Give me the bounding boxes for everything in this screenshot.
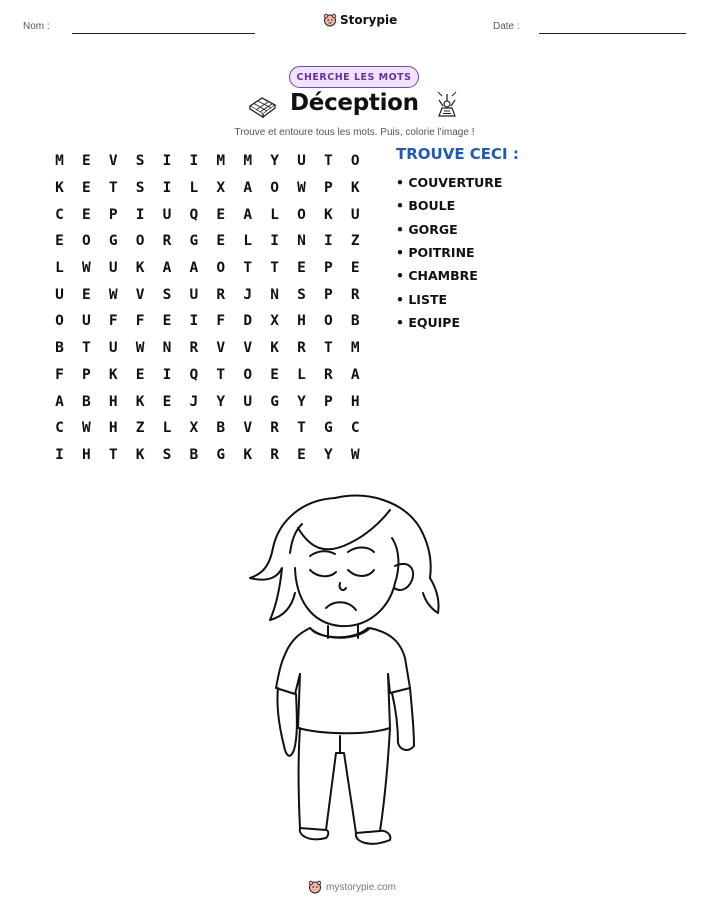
word-list-item: • POITRINE [396,245,475,261]
grid-letter: W [81,260,91,277]
grid-letter: F [108,313,118,330]
activity-badge: CHERCHE LES MOTS [289,66,419,88]
grid-letter: T [108,446,118,463]
grid-letter: S [162,286,172,303]
grid-letter: N [162,340,172,357]
grid-letter: K [323,206,333,223]
grid-letter: T [270,260,279,277]
grid-letter: A [243,206,253,223]
word-list-item: • GORGE [396,221,458,237]
grid-letter: O [81,233,91,250]
grid-letter: C [55,206,64,223]
grid-letter: S [135,153,145,170]
grid-letter: R [216,286,226,303]
grid-letter: C [350,420,360,437]
instructions: Trouve et entoure tous les mots. Puis, colorie l'image ! [234,127,475,138]
grid-letter: Z [350,233,360,250]
grid-letter: R [297,340,306,357]
grid-letter: R [162,233,172,250]
grid-letter: Y [297,393,306,410]
grid-letter: H [81,446,91,463]
grid-letter: U [297,153,306,170]
grid-letter: I [162,366,172,383]
grid-letter: T [81,340,91,357]
grid-letter: E [55,233,64,250]
grid-letter: U [81,313,91,330]
grid-row [46,362,369,389]
word-list-title: TROUVE CECI : [396,145,519,163]
grid-letter: I [270,233,279,250]
grid-letter: W [81,420,91,437]
grid-letter: P [108,206,118,223]
grid-letter: B [81,393,91,410]
grid-letter: A [350,366,360,383]
grid-letter: L [297,366,306,383]
grid-letter: I [162,180,172,197]
grid-letter: Y [270,153,279,170]
footer-url: mystorypie.com [326,881,397,893]
grid-letter: F [135,313,145,330]
grid-letter: B [350,313,360,330]
grid-letter: P [323,260,333,277]
grid-letter: P [323,393,333,410]
grid-letter: E [297,446,306,463]
grid-letter: I [162,153,172,170]
grid-letter: E [270,366,279,383]
grid-letter: R [189,340,199,357]
grid-letter: L [243,233,253,250]
grid-letter: T [108,180,118,197]
grid-letter: E [162,313,172,330]
grid-letter: E [297,260,306,277]
grid-letter: H [297,313,306,330]
grid-letter: K [55,180,64,197]
grid-letter: A [243,180,253,197]
grid-letter: R [270,420,279,437]
grid-letter: V [216,340,226,357]
grid-letter: O [323,313,333,330]
grid-letter: H [108,420,118,437]
grid-letter: I [135,206,145,223]
grid-letter: H [108,393,118,410]
grid-letter: B [189,446,199,463]
grid-letter: V [243,420,253,437]
grid-letter: G [189,233,199,250]
word-search-grid [46,148,369,468]
grid-letter: Z [135,420,145,437]
grid-letter: K [243,446,253,463]
grid-row [46,148,369,175]
grid-letter: E [350,260,360,277]
grid-letter: O [350,153,360,170]
grid-letter: S [162,446,172,463]
grid-letter: C [55,420,64,437]
grid-row [46,308,369,335]
word-list-item: • COUVERTURE [396,175,503,191]
grid-letter: E [81,153,91,170]
grid-letter: G [323,420,333,437]
date-line [539,33,686,34]
grid-letter: W [135,340,145,357]
grid-letter: I [323,233,333,250]
grid-letter: E [81,206,91,223]
grid-letter: F [55,366,64,383]
grid-letter: M [216,153,226,170]
name-label: Nom : [23,21,50,32]
grid-letter: L [55,260,64,277]
grid-letter: U [189,286,199,303]
grid-letter: K [270,340,279,357]
grid-letter: W [350,446,360,463]
grid-letter: U [55,286,64,303]
footer [308,880,396,894]
blanket-icon [246,94,278,118]
grid-letter: I [189,153,199,170]
storypie-mascot-icon [308,880,322,894]
grid-letter: O [55,313,64,330]
grid-letter: S [297,286,306,303]
grid-letter: Y [216,393,226,410]
grid-letter: K [108,366,118,383]
grid-letter: O [135,233,145,250]
grid-letter: B [55,340,64,357]
sad-figure-icon [433,90,461,120]
grid-letter: A [189,260,199,277]
grid-letter: R [270,446,279,463]
grid-row [46,201,369,228]
grid-letter: R [323,366,333,383]
grid-letter: A [162,260,172,277]
grid-letter: S [135,180,145,197]
name-line [72,33,255,34]
grid-row [46,255,369,282]
grid-row [46,175,369,202]
page-title: Déception [290,90,419,116]
grid-letter: G [270,393,279,410]
grid-letter: T [323,340,333,357]
grid-letter: V [243,340,253,357]
date-label: Date : [493,21,520,32]
grid-letter: J [243,286,253,303]
grid-letter: G [108,233,118,250]
grid-letter: I [55,446,64,463]
grid-letter: E [135,366,145,383]
grid-letter: E [216,233,226,250]
grid-letter: L [189,180,199,197]
grid-letter: O [216,260,226,277]
grid-letter: Q [189,206,199,223]
word-list [396,171,502,334]
grid-letter: B [216,420,226,437]
brand-name: Storypie [340,13,398,27]
grid-letter: O [243,366,253,383]
grid-row [46,281,369,308]
grid-letter: L [162,420,172,437]
grid-letter: E [162,393,172,410]
grid-letter: J [189,393,199,410]
grid-letter: F [216,313,226,330]
grid-letter: W [108,286,118,303]
storypie-mascot-icon [323,13,337,27]
grid-letter: U [162,206,172,223]
title-row [0,90,709,124]
grid-row [46,415,369,442]
grid-row [46,228,369,255]
grid-letter: Q [189,366,199,383]
grid-letter: V [135,286,145,303]
grid-letter: U [108,340,118,357]
word-list-item: • CHAMBRE [396,268,478,284]
grid-letter: X [189,420,199,437]
grid-letter: I [189,313,199,330]
word-list-item: • BOULE [396,198,456,214]
grid-letter: R [350,286,360,303]
word-list-item: • EQUIPE [396,314,461,330]
grid-letter: K [135,393,145,410]
grid-letter: X [216,180,226,197]
grid-letter: T [323,153,333,170]
grid-letter: N [297,233,306,250]
grid-letter: O [297,206,306,223]
grid-letter: T [243,260,253,277]
grid-row [46,335,369,362]
grid-letter: G [216,446,226,463]
grid-letter: E [216,206,226,223]
grid-row [46,388,369,415]
grid-letter: M [55,153,64,170]
grid-letter: O [270,180,279,197]
word-list-item: • LISTE [396,291,448,307]
grid-letter: P [323,286,333,303]
grid-letter: L [270,206,279,223]
grid-letter: H [350,393,360,410]
grid-letter: T [216,366,226,383]
grid-row [46,442,369,469]
grid-letter: U [108,260,118,277]
grid-letter: K [350,180,360,197]
grid-letter: P [323,180,333,197]
grid-letter: K [135,260,145,277]
brand-logo [323,13,397,27]
grid-letter: A [55,393,64,410]
grid-letter: K [135,446,145,463]
grid-letter: U [243,393,253,410]
sad-girl-illustration [240,488,470,858]
grid-letter: W [297,180,306,197]
grid-letter: X [270,313,279,330]
grid-letter: M [243,153,253,170]
grid-letter: V [108,153,118,170]
grid-letter: Y [323,446,333,463]
grid-letter: T [297,420,306,437]
grid-letter: E [81,180,91,197]
grid-letter: N [270,286,279,303]
grid-letter: D [243,313,253,330]
grid-letter: M [350,340,360,357]
grid-letter: E [81,286,91,303]
grid-letter: U [350,206,360,223]
grid-letter: P [81,366,91,383]
